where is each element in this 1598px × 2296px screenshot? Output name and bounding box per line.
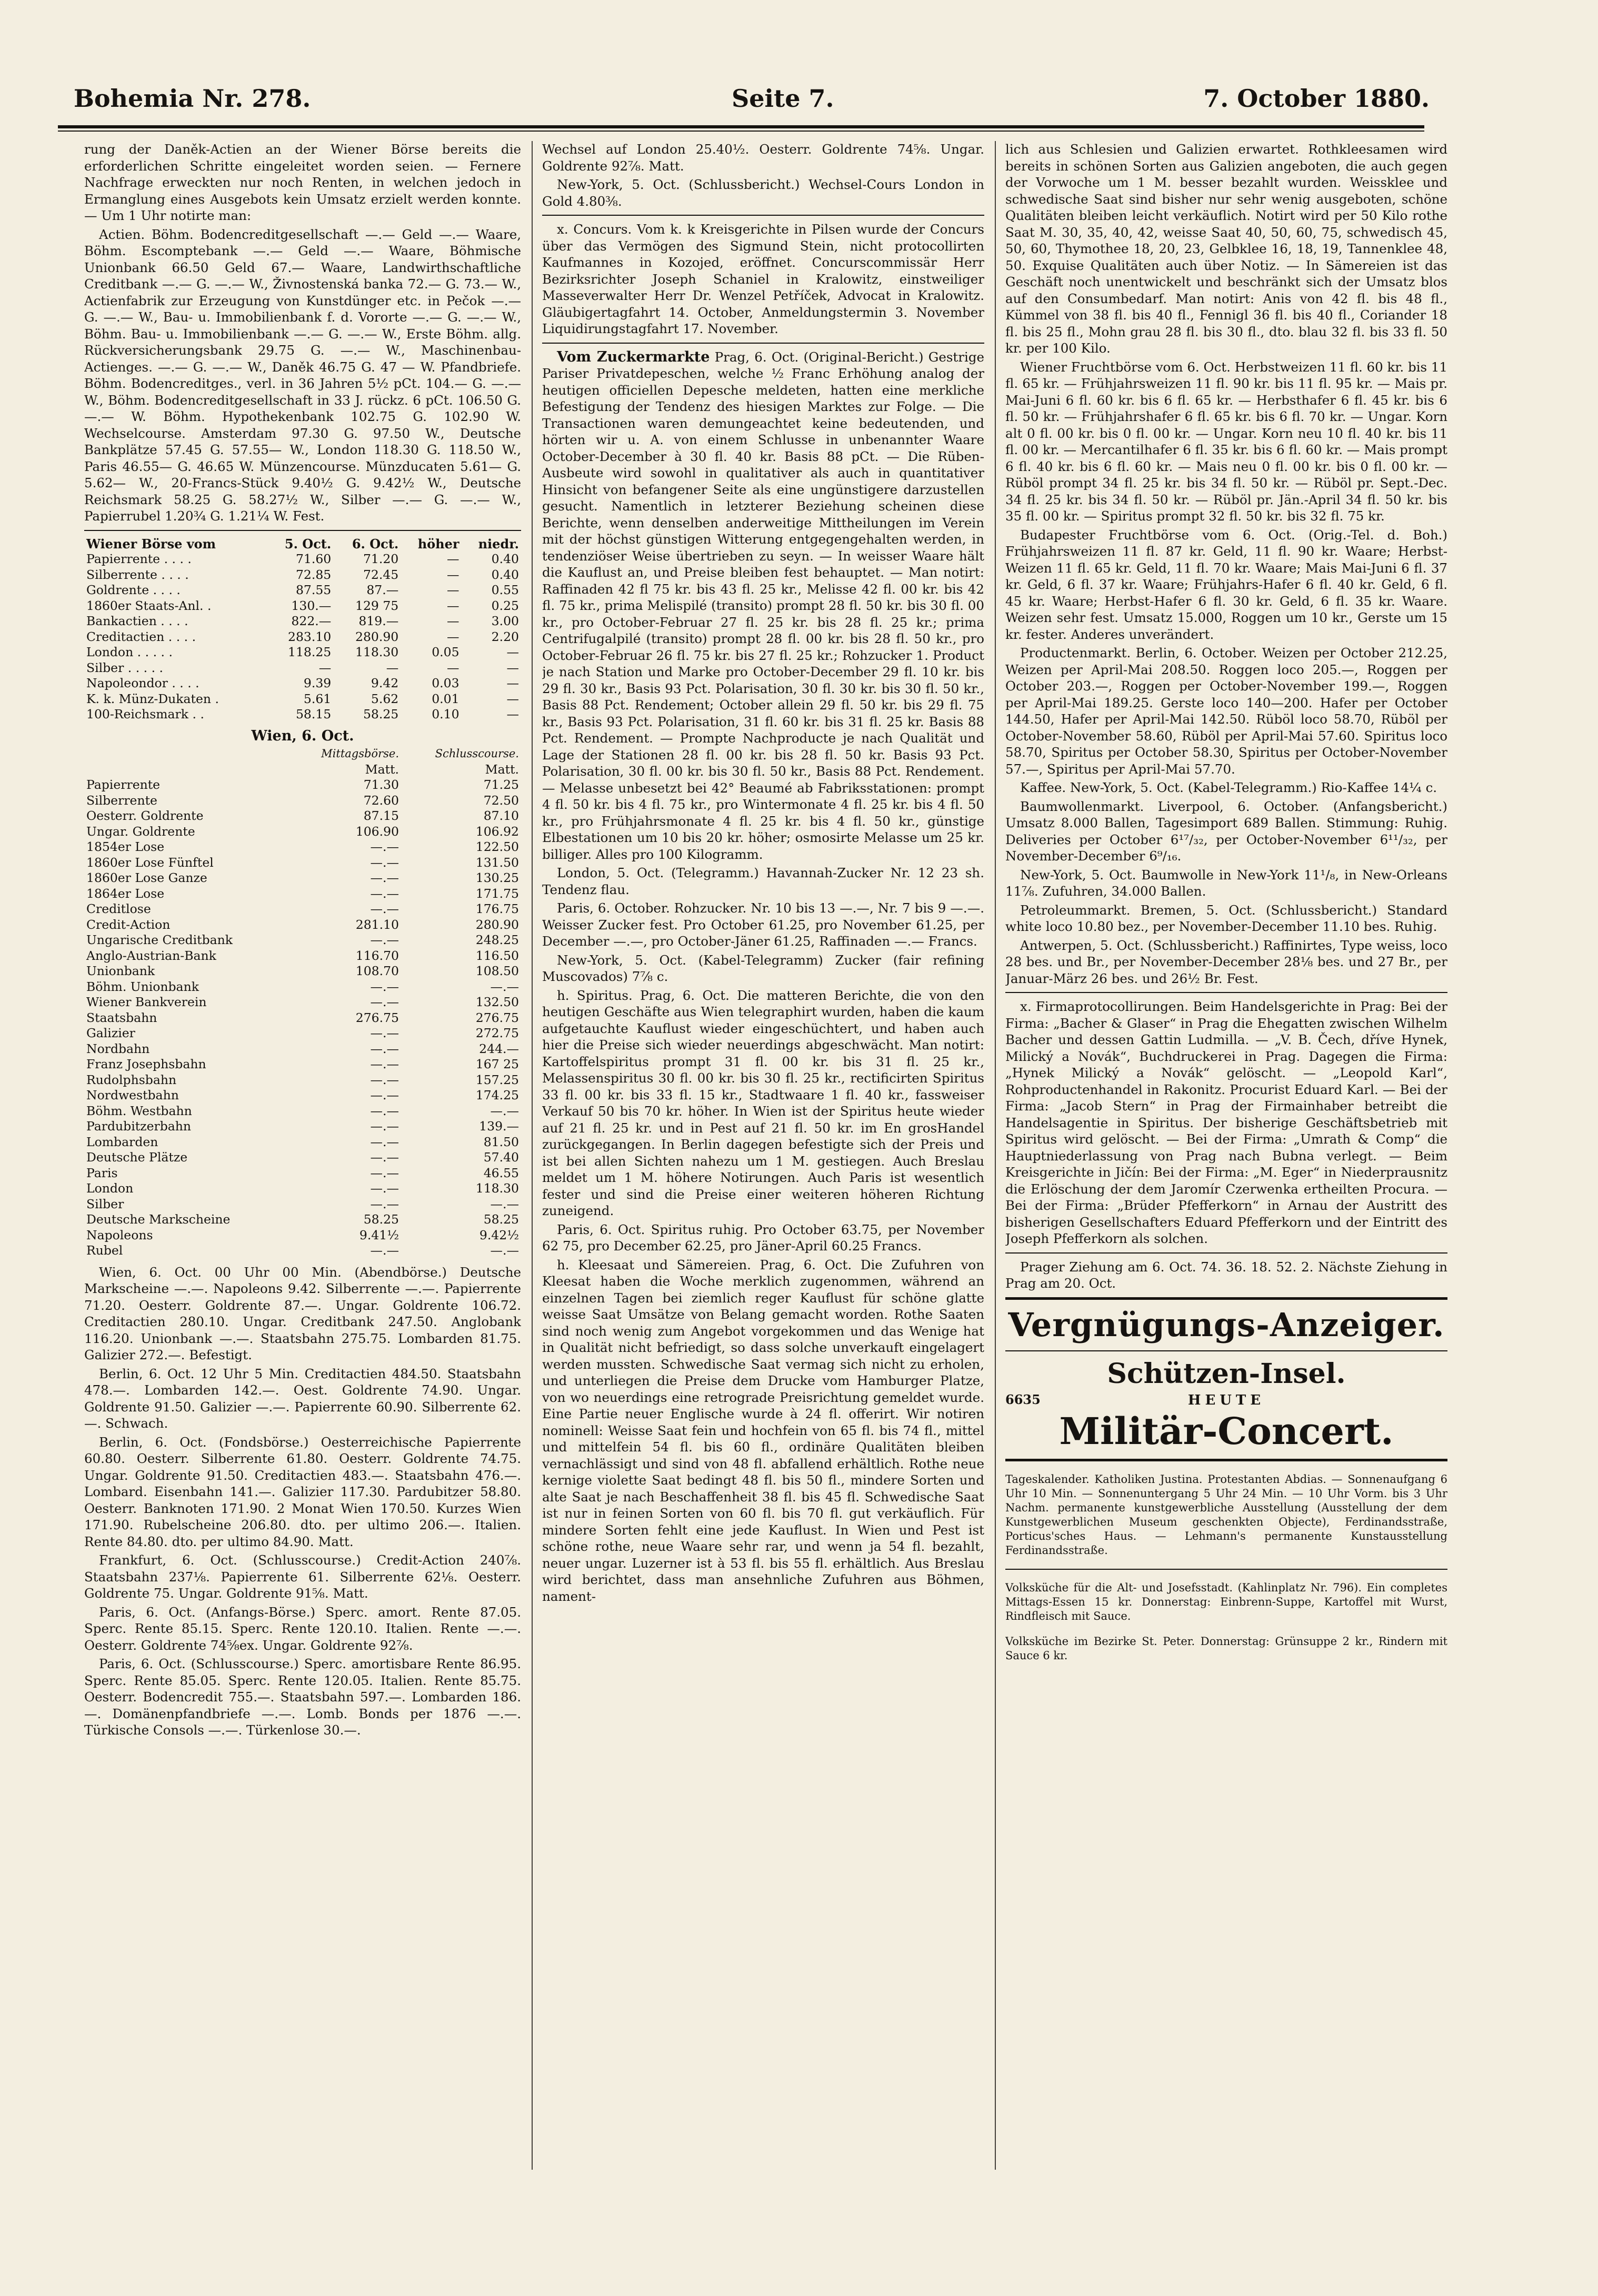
ad-event: Militär-Concert. (1059, 1409, 1394, 1453)
table-cell-label: 100-Reichsmark . . (86, 707, 204, 721)
table-cell-label: Nordbahn (86, 1041, 150, 1056)
section-rule (1005, 1459, 1447, 1461)
table-cell-label: K. k. Münz-Dukaten . (86, 691, 219, 706)
table-cell-label: Silberrente (86, 793, 157, 808)
cable-report: Wien, 6. Oct. 00 Uhr 00 Min. (Abendbörse.) Deutsche Markscheine —.—. Napoleons 9.42. Silberrente —.—. Papierrente 71.20. Oesterr. Goldrente 87.—. Ungar. Goldrente 106.72. Creditactien 280.10. Ungar. Creditbank 247.50. Anglobank 116.20. Unionbank —.—. Staatsbahn 275.75. Lombarden 81.75. Galizier 272.—. Befestigt. (84, 1264, 521, 1362)
table-header: höher (417, 536, 460, 552)
table-cell-label: Böhm. Unionbank (86, 979, 199, 994)
table-row (84, 948, 521, 964)
table-cell-value: 5.62 (371, 691, 399, 706)
table-row (84, 855, 521, 871)
section-rule (84, 530, 521, 531)
table-cell-value: 118.25 (288, 645, 332, 659)
baumwolle-report: Baumwollenmarkt. Liverpool, 6. October. (Anfangsbericht.) Umsatz 8.000 Ballen, Tagesimport 689 Ballen. Stimmung: Ruhig. Deliveries per October 6¹⁷/₃₂, per October-November 6¹¹/₃₂, per November-December 6⁹/₁₆. (1005, 798, 1447, 864)
table-cell-value: — (447, 629, 460, 644)
table-unit: Matt. (485, 761, 519, 777)
table-header: Wiener Börse vom (86, 536, 216, 552)
wien-subheader (84, 746, 521, 762)
table-cell-value: 0.55 (491, 583, 519, 597)
london-sugar: London, 5. Oct. (Telegramm.) Havannah-Zucker Nr. 12 23 sh. Tendenz flau. (542, 865, 984, 897)
paris-sugar: Paris, 6. October. Rohzucker. Nr. 10 bis 13 —.—, Nr. 7 bis 9 —.—. Weisser Zucker fest. Pro October 61.25, pro November 61.25, per December —.—, pro October-Jäner 61.25, Raffinaden —.— Francs. (542, 900, 984, 949)
table-cell-value: 280.90 (475, 917, 519, 932)
table-cell-value: 5.61 (303, 691, 332, 706)
table-cell-label: Silber (86, 1196, 124, 1211)
newyork-sugar: New-York, 5. Oct. (Kabel-Telegramm) Zucker (fair refining Muscovados) 7⅞ c. (542, 952, 984, 984)
table-cell-label: Pardubitzerbahn (86, 1119, 192, 1134)
section-rule (542, 343, 984, 344)
table-cell-value: 174.25 (475, 1088, 519, 1102)
newyork-cotton: New-York, 5. Oct. Baumwolle in New-York 11¹/₈, in New-Orleans 11⅞. Zufuhren, 34.000 Ballen. (1005, 867, 1447, 899)
table-cell-value: —.— (490, 979, 519, 994)
table-header: 6. Oct. (352, 536, 399, 552)
table-cell-label: Silberrente . . . . (86, 567, 189, 582)
ad-today: HEUTE (1187, 1392, 1265, 1408)
cable-report: Berlin, 6. Oct. 12 Uhr 5 Min. Creditactien 484.50. Staatsbahn 478.—. Lombarden 142.—. Oest. Goldrente 74.90. Ungar. Goldrente 91.50. Galizier —.—. Papierrente 60.90. Silberrente 62.—. Schwach. (84, 1366, 521, 1431)
table-cell-value: — (447, 567, 460, 582)
table-cell-value: 272.75 (475, 1026, 519, 1040)
table-cell-value: — (506, 676, 519, 690)
section-rule (1005, 1350, 1447, 1351)
table-cell-value: —.— (370, 1088, 399, 1102)
table-cell-label: Papierrente . . . . (86, 552, 192, 566)
table-cell-value: —.— (370, 1119, 399, 1134)
table-cell-label: Creditlose (86, 901, 151, 916)
table-cell-value: —.— (370, 1041, 399, 1056)
table-cell-value: 129 75 (355, 598, 399, 613)
table-row (84, 645, 521, 660)
kleesaat-report: h. Kleesaat und Sämereien. Prag, 6. Oct. Die Zufuhren von Kleesat haben die Woche merklich zugenommen, während an einzelnen Tagen bei ziemlich reger Kauflust für schöne glatte weisse Saat Umsätze von Belang gemacht worden. Rothe Saaten sind noch wenig zum Angebot vorgekommen und das Wenige hat in Qualität nicht befriedigt, so dass solche unverkauft eingelagert werden mussten. Schwedische Saat vermag sich nicht zu erholen, und unterliegen die Preise dem Drucke vom Hamburger Platze, von wo neuerdings eine retrograde Preisrichtung gemeldet wurde. Eine Partie neuer Englische wurde à 24 fl. offerirt. Wir notiren nominell: Weisse Saat fein und hochfein von 65 fl. bis 74 fl., mittel und mittelfein 54 fl. bis 60 fl., ordinäre Qualitäten bleiben vernachlässigt und sind von 48 fl. abfallend erhältlich. Rothe neue kernige violette Saat bedingt 48 fl. bis 50 fl., mindere Sorten und alte Saat je nach Beschaffenheit 38 fl. bis 45 fl. Schwedische Saat ist nur in feinen Sorten von 60 fl. bis 70 fl. gut verkäuflich. Für mindere Sorten fehlt eine jede Kauflust. In Wien und Pest ist schöne rothe, neue Waare sehr rar, und wenn ja 54 fl. bezahlt, neuer ungar. Luzerner ist à 53 fl. bis 55 fl. erhältlich. Aus Breslau wird berichtet, dass man ansehnliche Zufuhren aus Böhmen, nament- (542, 1257, 984, 1604)
prague-quotes: Actien. Böhm. Bodencreditgesellschaft —.— Geld —.— Waare, Böhm. Escomptebank —.— Geld —.— Waare, Böhmische Unionbank 66.50 Geld 67.— Waare, Landwirthschaftliche Creditbank —.— G. —.— W., Živnostenská banka 72.— G. 73.— W., Actienfabrik zur Erzeugung von Kunstdünger etc. in Pečok —.— G. —.— W., Bau- u. Immobilienbank f. d. Vororte —.— G. —.— W., Böhm. Bau- u. Immobilienbank —.— G. —.— W., Erste Böhm. allg. Rückversicherungsbank 29.75 G. —.— W., Maschinenbau-Actienges. —.— G. —.— W., Daněk 46.75 G. 47 — W. Pfandbriefe. Böhm. Bodencreditges., verl. in 36 Jahren 5½ pCt. 104.— G. —.— W., Böhm. Bodencreditgesellschaft in 33 J. rückz. 6 pCt. 106.50 G. —.— W. Böhm. Hypothekenbank 102.75 G. 102.90 W. Wechselcourse. Amsterdam 97.30 G. 97.50 W., Deutsche Bankplätze 57.45 G. 57.55— W., London 118.30 G. 118.50 W., Paris 46.55— G. 46.65 W. Münzencourse. Münzducaten 5.61— G. 5.62— W., 20-Francs-Stück 9.40½ G. 9.42½ W., Deutsche Reichsmark 58.25 G. 58.27½ W., Silber —.— G. —.— W., Papierrubel 1.20¾ G. 1.21¼ W. Fest. (84, 226, 521, 524)
newyork-exchange: New-York, 5. Oct. (Schlussbericht.) Wechsel-Cours London in Gold 4.80⅜. (542, 177, 984, 209)
table-cell-label: Goldrente . . . . (86, 583, 181, 597)
table-row (84, 901, 521, 917)
cable-reports (84, 1264, 521, 1739)
table-cell-label: Papierrente (86, 777, 161, 792)
table-cell-value: 72.60 (363, 793, 399, 808)
exchange-note: Wechsel auf London 25.40½. Oesterr. Goldrente 74⅝. Ungar. Goldrente 92⅞. Matt. (542, 142, 984, 174)
table-cell-value: —.— (490, 1243, 519, 1258)
table-header: 5. Oct. (284, 536, 332, 552)
firmen-notice: x. Firmaprotocollirungen. Beim Handelsgerichte in Prag: Bei der Firma: „Bacher & Glaser“ in Prag die Ehegatten zwischen Wilhelm Bacher und dessen Gattin Ludmilla. — „V. B. Čech, dříve Hynek, Milický a Novák“, Buchdruckerei in Prag. Dagegen die Firma: „Hynek Milický a Novák“ gelöscht. — „Leopold Karl“, Rohproductenhandel in Rakonitz. Procurist Eduard Karl. — Bei der Firma: „Jacob Stern“ in Prag der Firmainhaber betreibt die Handelsagentie in Spiritus. Der bisherige Geschäftsbetrieb mit Spiritus wird gelöscht. — Bei der Firma: „Umrath & Comp“ die Hauptniederlassung von Prag nach Bubna verlegt. — Beim Kreisgerichte in Jičín: Bei der Firma: „M. Eger“ in Niederprausnitz die Erlöschung der dem Jaromír Czerwenka ertheilten Procura. — Bei der Firma: „Brüder Pfefferkorn“ in Arnau der Austritt des bisherigen Gesellschafters Eduard Pfefferkorn und der Eintritt des Joseph Pfefferkorn als solchen. (1005, 999, 1447, 1246)
table-header-row (84, 536, 521, 552)
table-subheader: Mittagsbörse. (321, 747, 399, 760)
table-cell-value: —.— (370, 839, 399, 854)
table-cell-value: 87.— (366, 583, 399, 597)
table-cell-value: 118.30 (475, 1181, 519, 1196)
table-cell-value: 57.40 (483, 1150, 519, 1165)
header-page-number: Seite 7. (732, 84, 834, 113)
table-row (84, 583, 521, 598)
table-cell-label: Wiener Bankverein (86, 995, 207, 1009)
table-row (84, 1088, 521, 1104)
table-cell-value: 71.20 (363, 552, 399, 566)
table-cell-value: — (506, 707, 519, 721)
table-cell-label: 1854er Lose (86, 839, 165, 854)
table-cell-value: 71.60 (295, 552, 332, 566)
table-cell-value: 281.10 (355, 917, 399, 932)
table-cell-value: —.— (370, 1026, 399, 1040)
paris-spiritus: Paris, 6. Oct. Spiritus ruhig. Pro October 63.75, per November 62 75, pro December 62.25, pro Jäner-April 60.25 Francs. (542, 1221, 984, 1254)
table-row (84, 1150, 521, 1166)
table-cell-value: —.— (370, 1134, 399, 1149)
table-row (84, 676, 521, 691)
table-cell-label: Nordwestbahn (86, 1088, 179, 1102)
table-row (84, 1119, 521, 1135)
wiener-fruchtboerse: Wiener Fruchtbörse vom 6. Oct. Herbstweizen 11 fl. 60 kr. bis 11 fl. 65 kr. — Frühjahrsweizen 11 fl. 90 kr. bis 11 fl. 95 kr. — Mais pr. Mai-Juni 6 fl. 60 kr. bis 6 fl. 65 kr. — Herbsthafer 6 fl. 45 kr. bis 6 fl. 50 kr. — Frühjahrshafer 6 fl. 65 kr. bis 6 fl. 70 kr. — Ungar. Korn alt 0 fl. 00 kr. bis 0 fl. 00 kr. — Ungar. Korn neu 10 fl. 40 kr. bis 11 fl. 00 kr. — Mercantilhafer 6 fl. 35 kr. bis 6 fl. 60 kr. — Mais prompt 6 fl. 40 kr. bis 6 fl. 60 kr. — Mais neu 0 fl. 00 kr. bis 0 fl. 00 kr. — Rüböl prompt 34 fl. 25 kr. bis 34 fl. 50 kr. — Rüböl pr. Sept.-Dec. 34 fl. 25 kr. bis 34 fl. 50 kr. — Rüböl pr. Jän.-April 34 fl. 50 kr. bis 35 fl. 00 kr. — Spiritus prompt 32 fl. 50 kr. bis 32 fl. 75 kr. (1005, 359, 1447, 524)
page-header (53, 79, 1430, 116)
table-cell-value: — (447, 614, 460, 628)
table-row (84, 793, 521, 809)
table-cell-value: 131.50 (475, 855, 519, 870)
zucker-title: Vom Zuckermarkte (557, 348, 710, 365)
table-cell-value: 0.10 (432, 707, 460, 721)
budapester-fruchtboerse: Budapester Fruchtbörse vom 6. Oct. (Orig.-Tel. d. Boh.) Frühjahrsweizen 11 fl. 87 kr. Geld, 11 fl. 90 kr. Waare; Herbst-Weizen 11 fl. 65 kr. Geld, 11 fl. 70 kr. Waare; Mais Mai-Juni 6 fl. 37 kr. Geld, 6 fl. 37 kr. Waare; Frühjahrs-Hafer 6 fl. 40 kr. Geld, 6 fl. 45 kr. Waare; Herbst-Hafer 6 fl. 30 kr. Geld, 6 fl. 35 kr. Waare. Weizen sehr fest. Umsatz 15.000, Roggen um 10 kr., Gerste um 15 kr. fester. Anderes unverändert. (1005, 527, 1447, 642)
cable-report: Berlin, 6. Oct. (Fondsbörse.) Oesterreichische Papierrente 60.80. Oesterr. Silberrente 61.80. Oesterr. Goldrente 74.75. Ungar. Goldrente 91.50. Creditactien 483.—. Staatsbahn 476.—. Lombard. Eisenbahn 141.—. Galizier 117.30. Pardubitzer 58.80. Oesterr. Banknoten 171.90. 2 Monat Wien 170.50. Kurzes Wien 171.90. Rubelscheine 206.80. dto. per ultimo 206.—. Italien. Rente 84.80. dto. per ultimo 84.90. Matt. (84, 1434, 521, 1549)
table-cell-value: 0.03 (432, 676, 460, 690)
table-unit: Matt. (365, 761, 399, 777)
table-row (84, 1041, 521, 1057)
market-intro: rung der Daněk-Actien an der Wiener Börse bereits die erforderlichen Schritte eingeleitet worden seien. — Fernere Nachfrage erweckten nur noch Renten, in welchen jedoch in Ermanglung eines Ausgebots kein Umsatz erzielt werden konnte. — Um 1 Uhr notirte man: (84, 142, 521, 223)
table-row (84, 629, 521, 645)
table-cell-value: — (318, 660, 332, 675)
table-cell-value: 106.92 (475, 824, 519, 839)
table-cell-value: 280.90 (355, 629, 399, 644)
table-row (84, 777, 521, 793)
table-cell-value: —.— (370, 901, 399, 916)
table-header: niedr. (478, 536, 519, 552)
cable-report: Paris, 6. Oct. (Schlusscourse.) Sperc. amortisbare Rente 86.95. Sperc. Rente 85.05. Sperc. Rente 120.05. Italien. Rente 85.75. Oesterr. Bodencredit 755.—. Staatsbahn 597.—. Lombarden 186.—. Domänenpfandbriefe —.—. Lomb. Bonds per 1876 —.—. Türkische Consols —.—. Türkenlose 30.—. (84, 1656, 521, 1738)
table-cell-label: London (86, 1181, 134, 1196)
table-cell-value: 108.70 (355, 964, 399, 978)
table-subheader: Schlusscourse. (435, 747, 519, 760)
table-cell-value: 130.— (291, 598, 332, 613)
table-cell-value: 248.25 (475, 933, 519, 947)
table-row (84, 1181, 521, 1197)
table-row (84, 839, 521, 855)
section-rule (1005, 1252, 1447, 1254)
table-cell-label: Staatsbahn (86, 1010, 157, 1025)
table-cell-label: Lombarden (86, 1134, 158, 1149)
table-cell-value: 72.45 (363, 567, 399, 582)
table-row (84, 964, 521, 979)
table-cell-value: 118.30 (355, 645, 399, 659)
petroleum-report: Petroleummarkt. Bremen, 5. Oct. (Schlussbericht.) Standard white loco 10.80 bez., per November-December 11.10 bes. Ruhig. (1005, 902, 1447, 934)
table-cell-value: — (506, 645, 519, 659)
section-rule (542, 215, 984, 216)
table-row (84, 1072, 521, 1088)
table-row (84, 660, 521, 676)
table-cell-value: 276.75 (355, 1010, 399, 1025)
table-cell-value: —.— (490, 1196, 519, 1211)
table-cell-value: 116.70 (355, 948, 399, 963)
table-cell-value: 9.39 (303, 676, 332, 690)
kleesaat-continued: lich aus Schlesien und Galizien erwartet. Rothkleesamen wird bereits in schönen Sorten aus Galizien angeboten, die auch gegen der Vorwoche um 1 M. besser bezahlt wurden. Weissklee und schwedische Saat sind bisher nur sehr wenig ausgeboten, schöne Qualitäten bleiben leicht verkäuflich. Notirt wird per 50 Kilo rothe Saat M. 30, 35, 40, 42, weisse Saat 40, 50, 60, 75, schwedisch 45, 50, 60, Thymothee 18, 20, 23, Gelbklee 16, 18, 19, Tannenklee 48, 50. Exquise Qualitäten auch über Notiz. — In Sämereien ist das Geschäft noch unentwickelt und beschränkt sich der Umsatz blos auf den Consumbedarf. Man notirt: Anis von 42 fl. bis 48 fl., Kümmel von 38 fl. bis 40 fl., Fennigl 36 fl. bis 40 fl., Coriander 18 fl. bis 25 fl., Mohn grau 28 fl. bis 30 fl., dto. blau 32 fl. bis 33 fl. 50 kr. per 100 Kilo. (1005, 142, 1447, 356)
wien-title: Wien, 6. Oct. (251, 727, 354, 744)
table-cell-label: Credit-Action (86, 917, 171, 932)
table-row (84, 886, 521, 902)
table-cell-value: 132.50 (475, 995, 519, 1009)
column-3 (1005, 141, 1447, 2170)
ad-venue: Schützen-Insel. (1107, 1357, 1346, 1390)
table-cell-label: Oesterr. Goldrente (86, 808, 204, 823)
table-cell-value: —.— (370, 1150, 399, 1165)
table-row (84, 1212, 521, 1228)
table-cell-label: Rubel (86, 1243, 123, 1258)
table-cell-value: 46.55 (483, 1165, 519, 1180)
table-cell-value: 0.40 (491, 552, 519, 566)
wien-table (84, 746, 521, 1259)
table-cell-value: — (386, 660, 399, 675)
table-cell-value: —.— (370, 1057, 399, 1071)
header-date: 7. October 1880. (1203, 84, 1430, 113)
table-cell-value: 72.85 (295, 567, 332, 582)
table-cell-value: 139.— (479, 1119, 519, 1134)
volkskueche-st-peter: Volksküche im Bezirke St. Peter. Donnerstag: Grünsuppe 2 kr., Rindern mit Sauce 6 kr. (1005, 1635, 1447, 1662)
column-divider (532, 141, 533, 2170)
table-row (84, 917, 521, 933)
cable-report: Paris, 6. Oct. (Anfangs-Börse.) Sperc. amort. Rente 87.05. Sperc. Rente 85.15. Sperc. Rente 120.10. Italien. Rente —.—. Oesterr. Goldrente 74⅝ex. Ungar. Goldrente 92⅞. (84, 1604, 521, 1653)
table-cell-value: 167 25 (475, 1057, 519, 1071)
table-cell-value: 58.15 (295, 707, 332, 721)
cable-report: Frankfurt, 6. Oct. (Schlusscourse.) Credit-Action 240⅞. Staatsbahn 237⅛. Papierrente 61. Silberrente 62⅛. Oesterr. Goldrente 75. Ungar. Goldrente 91⅝. Matt. (84, 1552, 521, 1601)
table-row (84, 1243, 521, 1259)
zucker-report: Prag, 6. Oct. (Original-Bericht.) Gestrige Pariser Privatdepeschen, welche ½ Franc Erhöhung analog der heutigen officiellen Depesche meldeten, hatten eine merkliche Befestigung der Tendenz des hiesigen Marktes zur Folge. — Die Transactionen waren demungeachtet keine bedeutenden, und hörten wir u. A. von einem Schlusse in unbenannter Waare October-December à 30 fl. 40 kr. Basis 88 pCt. — Die Rüben-Ausbeute wird sowohl in qualitativer als auch in quantitativer Hinsicht von befangener Seite als eine ungünstigere darzustellen gesucht. Namentlich in letzterer Beziehung scheinen diese Berichte, wenn denselben anderweitige Mittheilungen im Verein mit der höchst günstigen Witterung entgegengehalten werden, in tendenziöser Weise übertrieben zu seyn. — In weisser Waare hält die Kauflust an, und Preise bleiben fest behauptet. — Man notirt: Raffinaden 42 fl 75 kr. bis 43 fl. 25 kr., Melisse 42 fl. 00 kr. bis 42 fl. 75 kr., prima Melispilé (transito) prompt 28 fl. 50 kr. bis 30 fl. 00 kr., pro October-Februar 27 fl. 25 kr. bis 28 fl. 25 kr.; prima Centrifugalpilé (transito) prompt 28 fl. 00 kr. bis 28 fl. 50 kr., pro October-Februar 26 fl. 75 kr. bis 27 fl. 25 kr.; Rohzucker 1. Product je nach Station und Marke pro October-December 29 fl. 10 kr. bis 29 fl. 30 kr., Basis 93 Pct. Polarisation, 30 fl. 30 kr. bis 30 fl. 50 kr., Basis 88 Pct. Rendement; October allein 29 fl. 50 kr. bis 29 fl. 75 kr., Basis 93 Pct. Polarisation, 31 fl. 60 kr. bis 31 fl. 25 kr. Basis 88 Pct. Rendement. — Prompte Nachproducte je nach Qualität und Lage der Stationen 28 fl. 00 kr. bis 28 fl. 50 kr. Basis 93 Pct. Polarisation, 30 fl. 00 kr. bis 30 fl. 50 kr., Basis 88 Pct. Rendement. — Melasse unbesetzt bei 42° Beaumé ab Fabriksstationen: prompt 4 fl. 50 kr. bis 4 fl. 75 kr., pro Wintermonate 4 fl. 25 kr. bis 4 fl. 50 kr., pro Frühjahrsmonate 4 fl. 25 kr. bis 4 fl. 50 kr., günstige Elbestationen um 10 bis 20 kr. höher; osmosirte Melasse um 25 kr. billiger. Alles pro 100 Kilogramm. (542, 349, 984, 862)
table-cell-value: 106.90 (355, 824, 399, 839)
productenmarkt: Productenmarkt. Berlin, 6. October. Weizen per October 212.25, Weizen per April-Mai 208.50. Roggen loco 205.—, Roggen per October 203.—, Roggen per October-November 199.—, Roggen per April-Mai 189.25. Gerste loco 140—200. Hafer per October 144.50, Hafer per April-Mai 142.50. Rüböl loco 58.70, Rüböl per October-November 58.60, Rüböl per April-Mai 57.60. Spiritus loco 58.70, Spiritus per October 58.30, Spiritus per October-November 57.—, Spiritus per April-Mai 57.70. (1005, 645, 1447, 777)
table-cell-value: —.— (370, 1165, 399, 1180)
table-cell-value: 0.40 (491, 567, 519, 582)
table-cell-value: — (506, 660, 519, 675)
table-row (84, 1104, 521, 1119)
table-row (84, 995, 521, 1010)
table-row (84, 552, 521, 567)
table-cell-value: — (447, 552, 460, 566)
table-cell-label: Deutsche Markscheine (86, 1212, 231, 1227)
table-cell-value: 130.25 (475, 870, 519, 885)
section-rule (1005, 992, 1447, 993)
table-row (84, 933, 521, 948)
table-cell-label: Deutsche Plätze (86, 1150, 188, 1165)
table-cell-label: Napoleons (86, 1227, 153, 1242)
table-cell-value: — (506, 691, 519, 706)
table-cell-value: —.— (370, 1196, 399, 1211)
wien-unit-row (84, 762, 521, 778)
tageskalender: Tageskalender. Katholiken Justina. Protestanten Abdias. — Sonnenaufgang 6 Uhr 10 Min. — Sonnenuntergang 5 Uhr 24 Min. — 10 Uhr Vorm. bis 3 Uhr Nachm. permanente kunstgewerbliche Ausstellung (Ausstellung der dem Kunstgewerblichen Museum geschenkten Objecte), Ferdinandsstraße, Porticus'sches Haus. — Lehmann's permanente Kunstausstellung Ferdinandsstraße. (1005, 1472, 1447, 1557)
table-cell-label: Creditactien . . . . (86, 629, 196, 644)
table-cell-value: —.— (370, 1072, 399, 1087)
ad-number: 6635 (1005, 1391, 1041, 1407)
table-cell-value: — (447, 598, 460, 613)
table-row (84, 707, 521, 723)
table-cell-value: — (447, 583, 460, 597)
column-1 (84, 141, 521, 2170)
table-cell-value: 0.05 (432, 645, 460, 659)
table-cell-label: 1860er Staats-Anl. . (86, 598, 212, 613)
table-cell-value: 58.25 (483, 1212, 519, 1227)
wiener-boerse-table (84, 536, 521, 723)
table-cell-value: —.— (370, 1243, 399, 1258)
header-paper-number: Bohemia Nr. 278. (74, 84, 311, 113)
table-cell-value: 283.10 (288, 629, 332, 644)
table-cell-label: Anglo-Austrian-Bank (86, 948, 216, 963)
table-cell-value: —.— (370, 1181, 399, 1196)
table-cell-value: 0.25 (491, 598, 519, 613)
table-cell-value: 157.25 (475, 1072, 519, 1087)
table-row (84, 979, 521, 995)
antwerpen-report: Antwerpen, 5. Oct. (Schlussbericht.) Raffinirtes, Type weiss, loco 28 bes. und Br., per November-December 28⅛ bes. und 27 Br., per Januar-März 26 bes. und 26½ Br. Fest. (1005, 937, 1447, 986)
table-cell-value: 87.10 (483, 808, 519, 823)
volkskueche-altstadt: Volksküche für die Alt- und Josefsstadt. (Kahlinplatz Nr. 796). Ein completes Mittags-Essen 15 kr. Donnerstag: Einbrenn-Suppe, Kartoffel mit Wurst, Rindfleisch mit Sauce. (1005, 1581, 1447, 1622)
table-row (84, 691, 521, 707)
table-row (84, 824, 521, 840)
table-cell-label: Rudolphsbahn (86, 1072, 177, 1087)
spiritus-report: h. Spiritus. Prag, 6. Oct. Die matteren Berichte, die von den heutigen Geschäfte aus Wien telegraphirt wurden, haben die kaum aufgetauchte Kauflust wieder eingeschüchtert, und haben auch hier die Preise sich wieder neuerdings abgeschwächt. Man notirt: Kartoffelspiritus prompt 31 fl. 00 kr. bis 31 fl. 25 kr., Melassenspiritus 30 fl. 00 kr. bis 30 fl. 25 kr., rectificirten Spiritus 33 fl. 00 kr. bis 33 fl. 15 kr., Stadtwaare 1 fl. 40 kr., fassweiser Verkauf 50 bis 70 kr. höher. In Wien ist der Spiritus heute wieder auf 21 fl. 25 kr. und in Pest auf 21 fl. 50 kr. im En grosHandel zurückgegangen. In Berlin dagegen befestigte sich der Preis und ist bei allen Sichten nahezu um 1 M. gestiegen. Auch Breslau meldet um 1 M. höhere Notirungen. Auch Paris ist wesentlich fester und sind die Preise einer weiteren höheren Richtung zuneigend. (542, 987, 984, 1218)
table-cell-label: Silber . . . . . (86, 660, 164, 675)
ad-section-title: Vergnügungs-Anzeiger. (1008, 1305, 1445, 1344)
table-cell-value: 9.42 (371, 676, 399, 690)
table-cell-label: Unionbank (86, 964, 155, 978)
column-2 (542, 141, 984, 2170)
table-cell-label: 1864er Lose (86, 886, 165, 901)
table-row (84, 1010, 521, 1026)
table-cell-label: 1860er Lose Fünftel (86, 855, 214, 870)
table-cell-label: Bankactien . . . . (86, 614, 188, 628)
table-cell-value: 171.75 (475, 886, 519, 901)
table-cell-value: 87.55 (295, 583, 332, 597)
kaffee-report: Kaffee. New-York, 5. Oct. (Kabel-Telegramm.) Rio-Kaffee 14¼ c. (1020, 780, 1437, 795)
table-cell-label: Ungarische Creditbank (86, 933, 233, 947)
table-cell-label: Franz Josephsbahn (86, 1057, 206, 1071)
table-cell-value: 9.41½ (359, 1227, 399, 1242)
table-cell-value: 72.50 (483, 793, 519, 808)
header-rule (58, 125, 1424, 128)
table-row (84, 1135, 521, 1150)
table-cell-value: 822.— (291, 614, 332, 628)
table-cell-label: Ungar. Goldrente (86, 824, 195, 839)
table-row (84, 870, 521, 886)
table-cell-label: Galizier (86, 1026, 135, 1040)
table-cell-value: —.— (370, 933, 399, 947)
table-cell-value: —.— (370, 870, 399, 885)
table-row (84, 808, 521, 824)
concurs-notice: x. Concurs. Vom k. k Kreisgerichte in Pilsen wurde der Concurs über das Vermögen des Sigmund Stein, nicht protocollirten Kaufmannes in Kozojed, eröffnet. Concurscommissär Herr Bezirksrichter Joseph Schaniel in Kralowitz, einstweiliger Masseverwalter Herr Dr. Wenzel Petříček, Advocat in Kralowitz. Gläubigertagfahrt 14. October, Anmeldungstermin 3. November Liquidirungstagfahrt 17. November. (542, 222, 984, 336)
table-cell-value: — (447, 660, 460, 675)
table-row (84, 598, 521, 614)
table-cell-value: 276.75 (475, 1010, 519, 1025)
table-cell-value: 116.50 (475, 948, 519, 963)
table-cell-label: 1860er Lose Ganze (86, 870, 207, 885)
table-cell-label: Napoleondor . . . . (86, 676, 199, 690)
section-rule (1005, 1297, 1447, 1300)
table-cell-value: 122.50 (475, 839, 519, 854)
table-cell-value: 108.50 (475, 964, 519, 978)
table-cell-value: —.— (370, 979, 399, 994)
table-row (84, 1228, 521, 1244)
table-row (84, 1166, 521, 1181)
table-row (84, 567, 521, 583)
table-cell-value: —.— (370, 1103, 399, 1118)
table-cell-value: 2.20 (491, 629, 519, 644)
table-cell-value: 0.01 (432, 691, 460, 706)
table-row (84, 1057, 521, 1072)
table-row (84, 1026, 521, 1041)
lottery-results: Prager Ziehung am 6. Oct. 74. 36. 18. 52. 2. Nächste Ziehung in Prag am 20. Oct. (1005, 1259, 1447, 1291)
section-rule (1005, 1569, 1447, 1570)
table-cell-label: London . . . . . (86, 645, 173, 659)
table-cell-value: 58.25 (363, 707, 399, 721)
table-cell-value: 244.— (479, 1041, 519, 1056)
table-cell-value: 819.— (358, 614, 399, 628)
table-cell-value: 71.30 (363, 777, 399, 792)
table-cell-value: 71.25 (483, 777, 519, 792)
table-cell-value: 176.75 (475, 901, 519, 916)
table-cell-value: —.— (370, 886, 399, 901)
table-cell-value: 81.50 (483, 1134, 519, 1149)
column-divider (995, 141, 996, 2170)
table-cell-value: 9.42½ (479, 1227, 519, 1242)
table-cell-label: Böhm. Westbahn (86, 1103, 192, 1118)
table-cell-value: 3.00 (491, 614, 519, 628)
table-cell-label: Paris (86, 1165, 118, 1180)
table-cell-value: —.— (370, 855, 399, 870)
table-cell-value: 58.25 (363, 1212, 399, 1227)
table-row (84, 1197, 521, 1212)
header-rule-thin (58, 131, 1424, 132)
table-cell-value: —.— (490, 1103, 519, 1118)
table-cell-value: —.— (370, 995, 399, 1009)
table-row (84, 614, 521, 629)
table-cell-value: 87.15 (363, 808, 399, 823)
